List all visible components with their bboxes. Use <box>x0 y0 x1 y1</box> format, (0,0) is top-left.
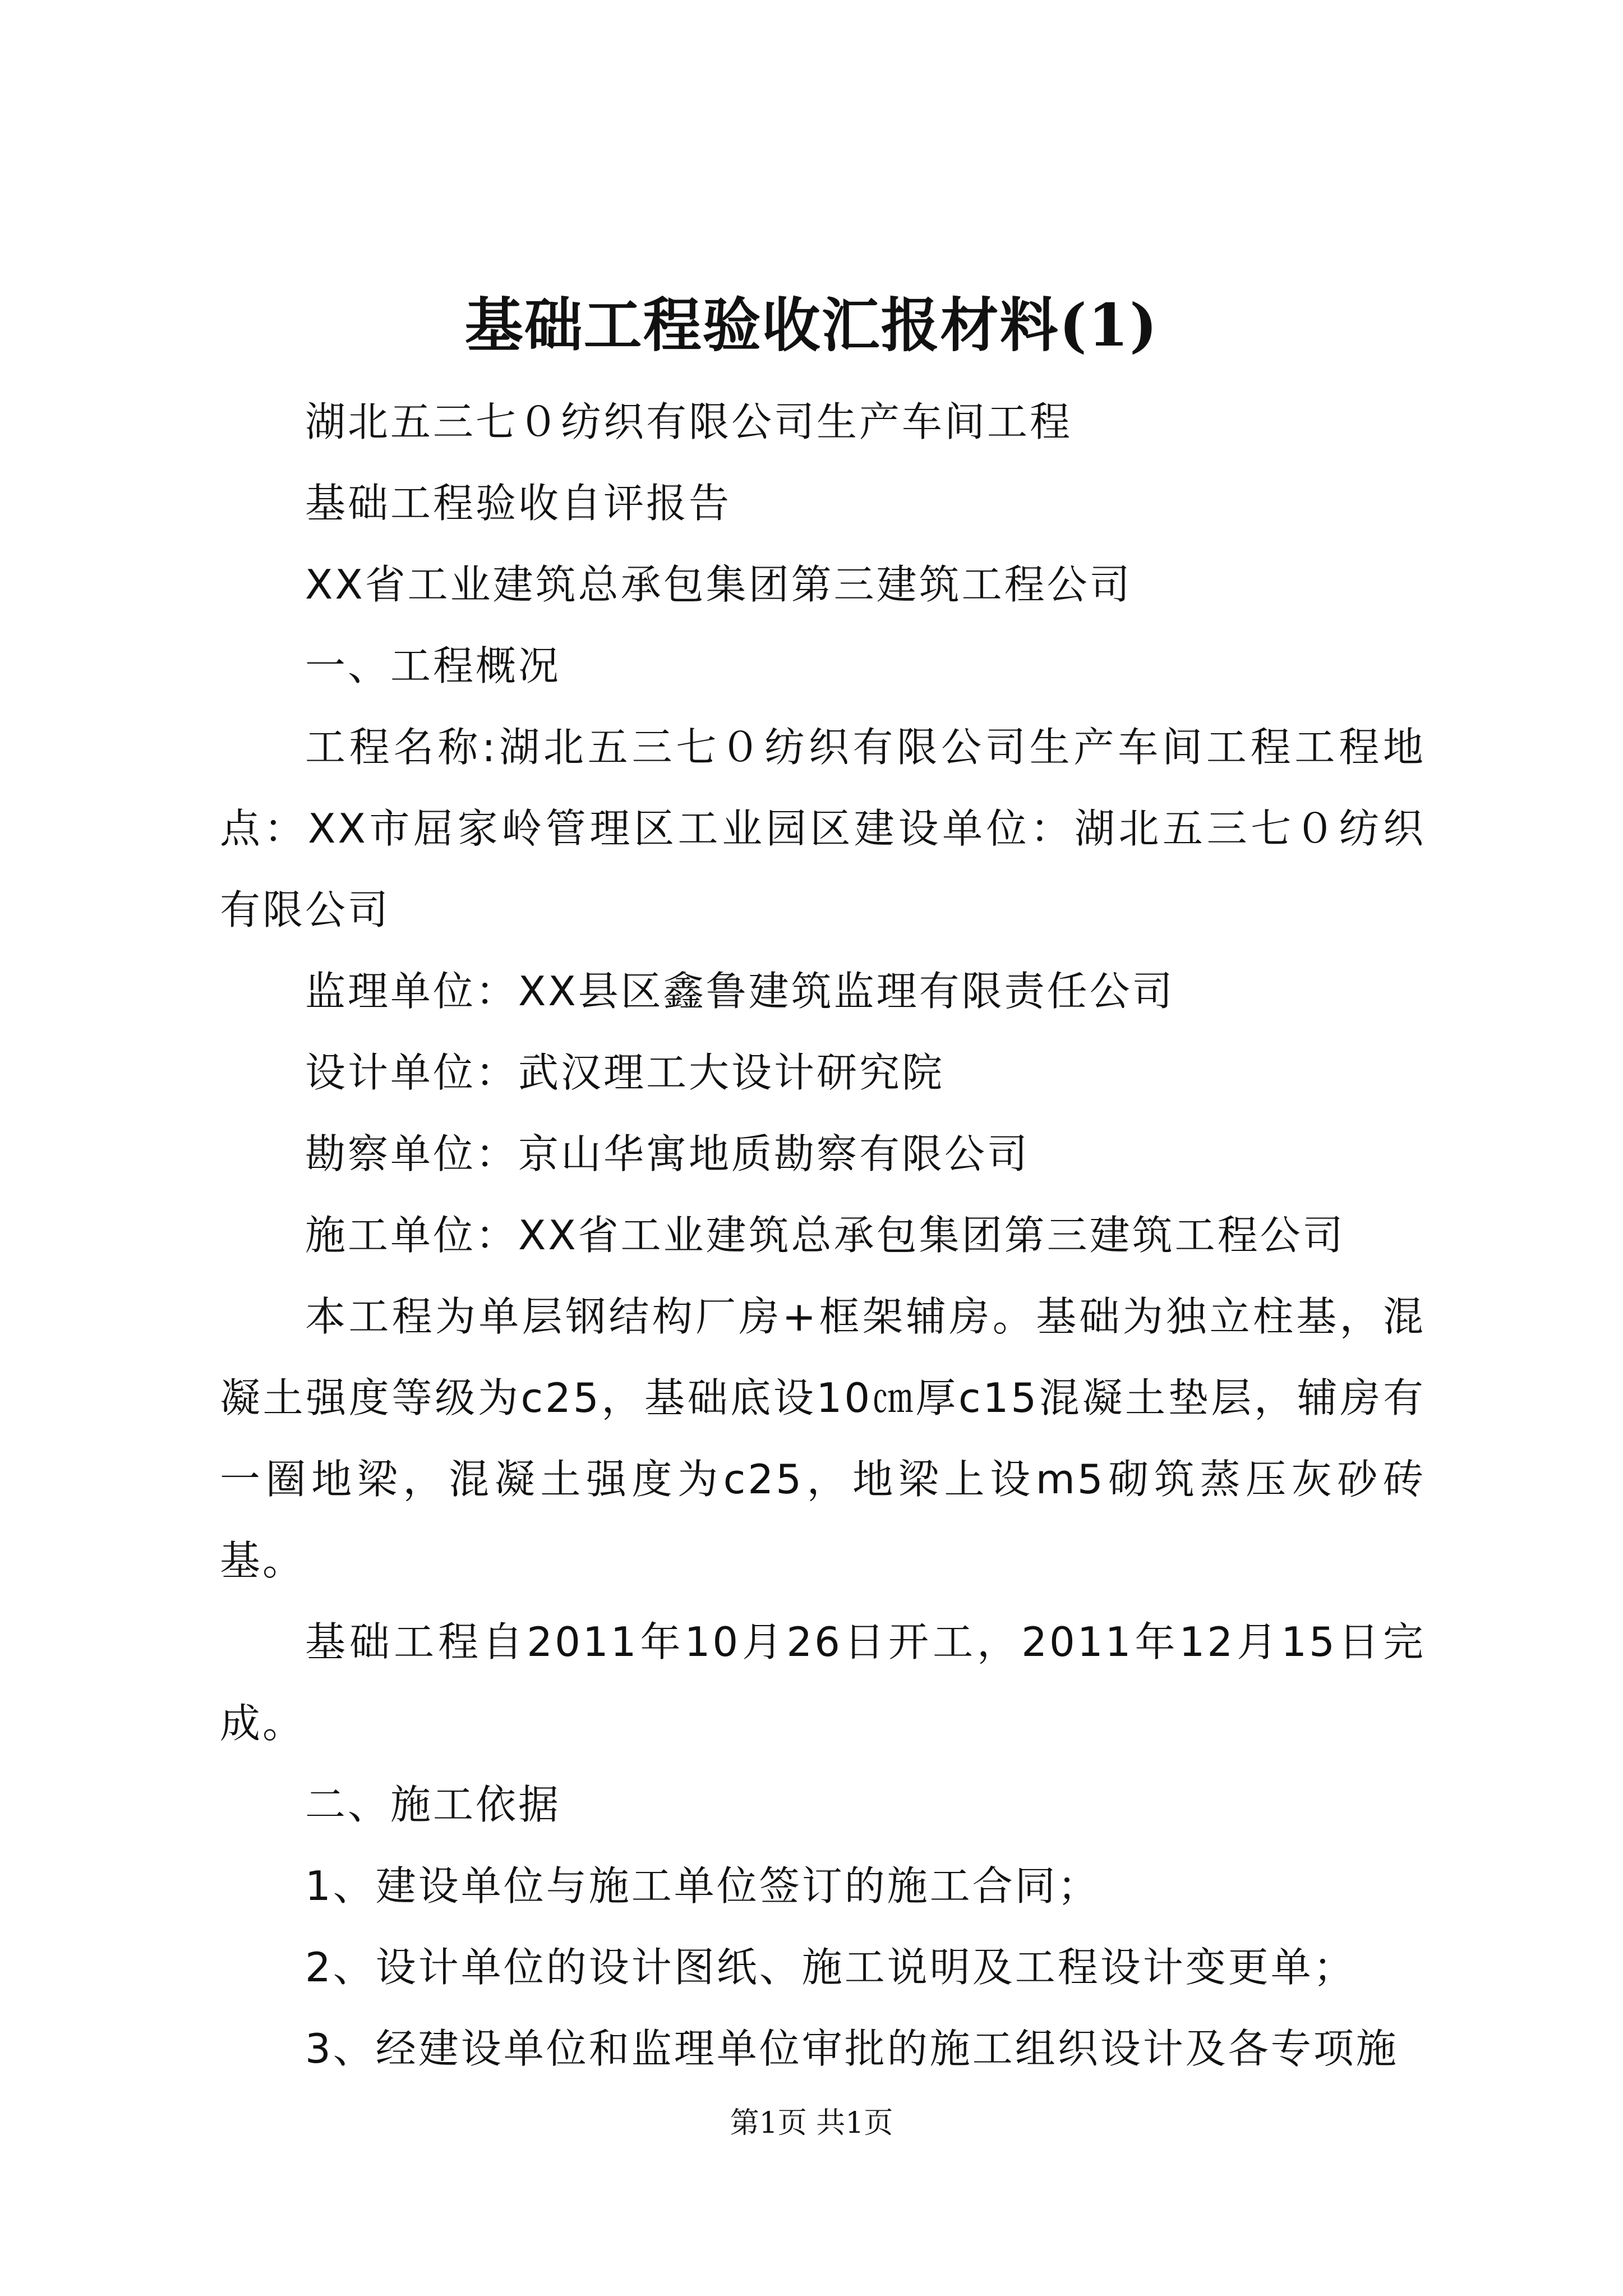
company-line: XX省工业建筑总承包集团第三建筑工程公司 <box>305 561 1132 608</box>
design-unit-line: 设计单位：武汉理工大设计研究院 <box>305 1049 945 1096</box>
supervision-unit-line: 监理单位：XX县区鑫鲁建筑监理有限责任公司 <box>305 968 1175 1015</box>
structure-description-paragraph: 本工程为单层钢结构厂房+框架辅房。基础为独立柱基，混凝土强度等级为c25，基础底设10㎝厚c15混凝土垫层，辅房有一圈地梁，混凝土强度为c25，地梁上设m5砌筑蒸压灰砂砖基。 <box>220 1293 1426 1584</box>
project-info-paragraph: 工程名称:湖北五三七０纺织有限公司生产车间工程工程地点：XX市屈家岭管理区工业园区建设单位：湖北五三七０纺织有限公司 <box>220 724 1426 933</box>
section-heading-overview: 一、工程概况 <box>305 642 561 689</box>
document-body <box>220 381 1426 2090</box>
document-title: 基础工程验收汇报材料(1) <box>464 291 1159 360</box>
project-name-line: 湖北五三七０纺织有限公司生产车间工程 <box>305 398 1073 445</box>
schedule-paragraph: 基础工程自2011年10月26日开工，2011年12月15日完成。 <box>220 1618 1426 1747</box>
construction-unit-line: 施工单位：XX省工业建筑总承包集团第三建筑工程公司 <box>305 1212 1345 1259</box>
page-footer: 第1页 共1页 <box>730 2106 893 2140</box>
basis-item-1: 1、建设单位与施工单位签订的施工合同； <box>305 1862 1100 1910</box>
basis-item-3: 3、经建设单位和监理单位审批的施工组织设计及各专项施 <box>305 2025 1399 2072</box>
report-title-line: 基础工程验收自评报告 <box>305 480 732 527</box>
section-heading-basis: 二、施工依据 <box>305 1781 561 1828</box>
survey-unit-line: 勘察单位：京山华寓地质勘察有限公司 <box>305 1130 1030 1177</box>
basis-item-2: 2、设计单位的设计图纸、施工说明及工程设计变更单； <box>305 1944 1356 1991</box>
